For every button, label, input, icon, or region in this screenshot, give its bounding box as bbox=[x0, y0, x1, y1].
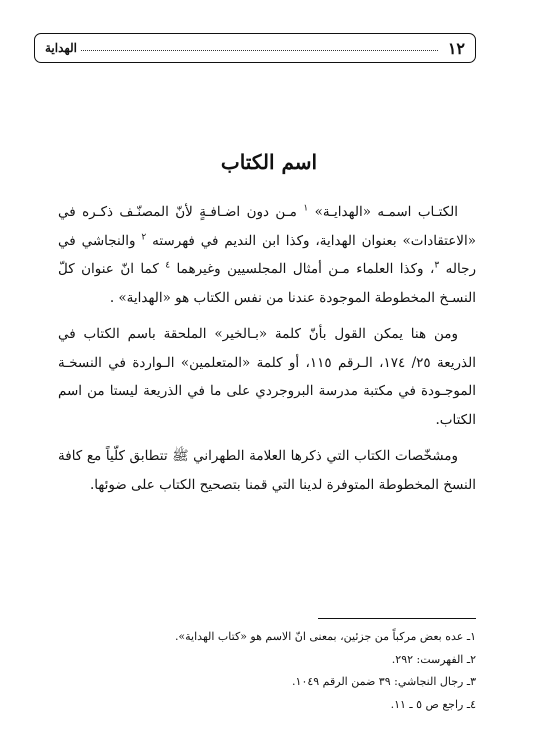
footnote-reference: ١ bbox=[303, 203, 309, 214]
paragraph-text: والنجاشي في رجاله bbox=[58, 232, 476, 277]
footnote-reference: ٢ bbox=[141, 232, 147, 242]
paragraph-text: ومن هنا يمكن القول بأنّ كلمة «بـالخير» الملحقة باسم الكتاب في الذريعة ٢٥/ ١٧٤، الـرقم ١١٥، أو كلمة «المتعلمين» الـواردة في النسخـة الموجـودة في مكتبة مدرسة البروجردي على ما في الذريعة ليستا من اسم الكتاب. bbox=[58, 326, 476, 428]
paragraph bbox=[58, 320, 476, 434]
paragraph bbox=[58, 198, 476, 312]
paragraph-text: ، وكذا العلماء مـن أمثال المجلسيين وغيرهما bbox=[170, 261, 435, 277]
section-title: اسم الكتاب bbox=[220, 150, 318, 174]
footnote-reference: ٤ bbox=[165, 260, 171, 271]
footnote: ٢ـ الفهرست: ٢٩٢. bbox=[391, 652, 476, 666]
paragraph-text: ومشخّصات الكتاب التي ذكرها العلامة الطهراني ﷺ تتطابق كلّياً مع كافة النسخ المخطوطة المتوفرة لدينا التي قمنا بتصحيح الكتاب على ضوئها. bbox=[58, 448, 476, 493]
paragraph bbox=[58, 442, 476, 499]
running-title: الهداية bbox=[45, 41, 77, 55]
footnote: ١ـ عده بعض مركباً من جزئين، بمعنى انّ الاسم هو «كتاب الهداية». bbox=[174, 630, 476, 643]
running-header bbox=[34, 33, 476, 63]
footnote-reference: ٣ bbox=[434, 260, 440, 271]
page-number: ١٢ bbox=[447, 38, 465, 58]
footnote: ٣ـ رجال النجاشي: ٣٩ ضمن الرقم ١٠٤٩. bbox=[292, 675, 476, 688]
body-text bbox=[58, 198, 476, 507]
footnote-divider bbox=[318, 618, 476, 619]
dotted-leader bbox=[81, 50, 438, 51]
footnotes bbox=[58, 626, 476, 716]
footnote: ٤ـ راجع ص ٥ ـ ١١. bbox=[390, 697, 476, 711]
paragraph-text: كما انّ عنوان كلّ النسـخ المخطوطة الموجودة عندنا من نفس الكتاب هو «الهداية» . bbox=[58, 261, 476, 306]
paragraph-text: مـن دون اضـافـةٍ لأنّ المصنّـف ذكـره في «الاعتقادات» بعنوان الهداية، وكذا ابن النديم في فهرسته bbox=[58, 204, 477, 249]
paragraph-text: الكتـاب اسمـه «الهدايـة» bbox=[308, 204, 458, 220]
